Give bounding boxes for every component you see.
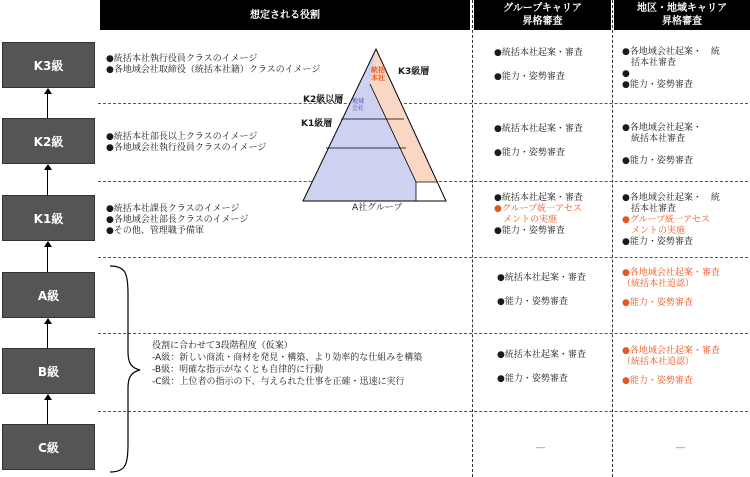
role-k2-line-1: ●統括本社部長以上クラスのイメージ: [106, 132, 258, 142]
row-divider-b-c: [98, 411, 748, 412]
arrow-head-k3: [44, 88, 52, 94]
column-divider-1: [472, 0, 473, 477]
grade-label-b: B級: [37, 364, 60, 379]
role-k1-line-3: ●その他、管理職予備軍: [106, 226, 204, 236]
header-role: [100, 0, 470, 30]
regional-review-k3: ●各地域会社起案・ 統 括本社審査 ● ●能力・姿勢審査: [622, 47, 720, 90]
grade-box-c: [2, 424, 95, 470]
role-k1: [106, 204, 248, 237]
arrow-head-b: [44, 394, 52, 400]
group-review-b: ●統括本社起案・審査 ●能力・姿勢審査: [497, 350, 586, 384]
grade-box-k2: [2, 118, 95, 164]
grade-label-k1: K1級: [33, 211, 64, 226]
header-regional-line1: 地区・地域キャリア: [637, 3, 727, 14]
pyramid-label-k2: K2級以層: [303, 95, 344, 105]
role-abc: [152, 340, 422, 388]
role-k3-line-1: ●統括本社執行役員クラスのイメージ: [106, 54, 258, 64]
role-k3-line-2: ●各地域会社取締役（統括本社籍）クラスのイメージ: [106, 65, 321, 75]
role-abc-line-1: 役割に合わせて3段階程度（仮案）: [152, 341, 293, 351]
regional-review-k2: ●各地域会社起案・ 統括本社審査 ●能力・姿勢審査: [622, 123, 702, 166]
header-role-label: 想定される役割: [250, 9, 320, 21]
arrow-k2-k3: [47, 94, 48, 118]
grade-box-k1: [2, 195, 95, 241]
header-group-review: [474, 0, 611, 30]
row-divider-a-b: [98, 333, 748, 334]
role-abc-line-4: -C級：上位者の指示の下、与えられた仕事を正確・迅速に実行: [152, 377, 405, 387]
group-review-a: ●統括本社起案・審査 ●能力・姿勢審査: [497, 273, 586, 307]
role-abc-line-2: -A級：新しい商流・商材を発見・構築、より効率的な仕組みを構築: [152, 353, 423, 363]
grade-box-a: [2, 272, 95, 318]
arrow-c-b: [47, 400, 48, 424]
pyramid-label-k1: K1級層: [301, 119, 333, 129]
grade-box-k3: [2, 42, 95, 88]
group-review-c: ―: [536, 443, 545, 453]
role-k2: [106, 132, 266, 154]
arrow-head-k1: [44, 241, 52, 247]
group-review-k1: ●統括本社起案・審査 ●グループ統一アセス メントの実施 ●能力・姿勢審査: [494, 193, 583, 236]
regional-review-c: ―: [676, 443, 685, 453]
arrow-b-a: [47, 324, 48, 348]
header-regional-review: [614, 0, 750, 30]
regional-review-k1: ●各地域会社起案・ 統 括本社審査 ●グループ統一アセス メントの実施 ●能力・姿勢審査: [622, 193, 720, 247]
header-regional-line2: 昇格審査: [662, 16, 702, 27]
grade-box-b: [2, 348, 95, 394]
column-divider-2: [612, 0, 613, 477]
pyramid-label-tokatsu: 統括本社: [371, 66, 385, 82]
pyramid-label-group: A社グループ: [352, 203, 403, 213]
header-group-line1: グループキャリア: [503, 3, 582, 14]
arrow-head-a: [44, 318, 52, 324]
brace-abc: [104, 264, 144, 474]
role-k3: [106, 54, 320, 76]
group-review-k3: ●統括本社起案・審査 ●能力・姿勢審査: [494, 48, 583, 82]
header-group-line2: 昇格審査: [522, 16, 563, 27]
regional-review-b: ●各地域会社起案・審査 （統括本社追認） ●能力・姿勢審査: [622, 346, 720, 386]
grade-label-k3: K3級: [33, 58, 64, 73]
arrow-head-k2: [44, 164, 52, 170]
pyramid-label-chiiki: 地域会社: [352, 98, 365, 112]
group-review-k2: ●統括本社起案・審査 ●能力・姿勢審査: [494, 124, 583, 158]
row-divider-k1-a: [98, 257, 748, 258]
role-abc-line-3: -B級：明確な指示がなくとも自律的に行動: [152, 365, 324, 375]
grade-label-k2: K2級: [33, 134, 64, 149]
role-k1-line-2: ●各地域会社部長クラスのイメージ: [106, 215, 249, 225]
role-k1-line-1: ●統括本社課長クラスのイメージ: [106, 204, 240, 214]
grade-label-a: A級: [37, 288, 60, 303]
arrow-a-k1: [47, 247, 48, 272]
role-k2-line-2: ●各地域会社執行役員クラスのイメージ: [106, 143, 267, 153]
grade-label-c: C級: [38, 440, 59, 455]
pyramid-label-k3: K3級層: [398, 67, 430, 77]
regional-review-a: ●各地域会社起案・審査 （統括本社追認） ●能力・姿勢審査: [622, 268, 720, 308]
arrow-k1-k2: [47, 170, 48, 195]
